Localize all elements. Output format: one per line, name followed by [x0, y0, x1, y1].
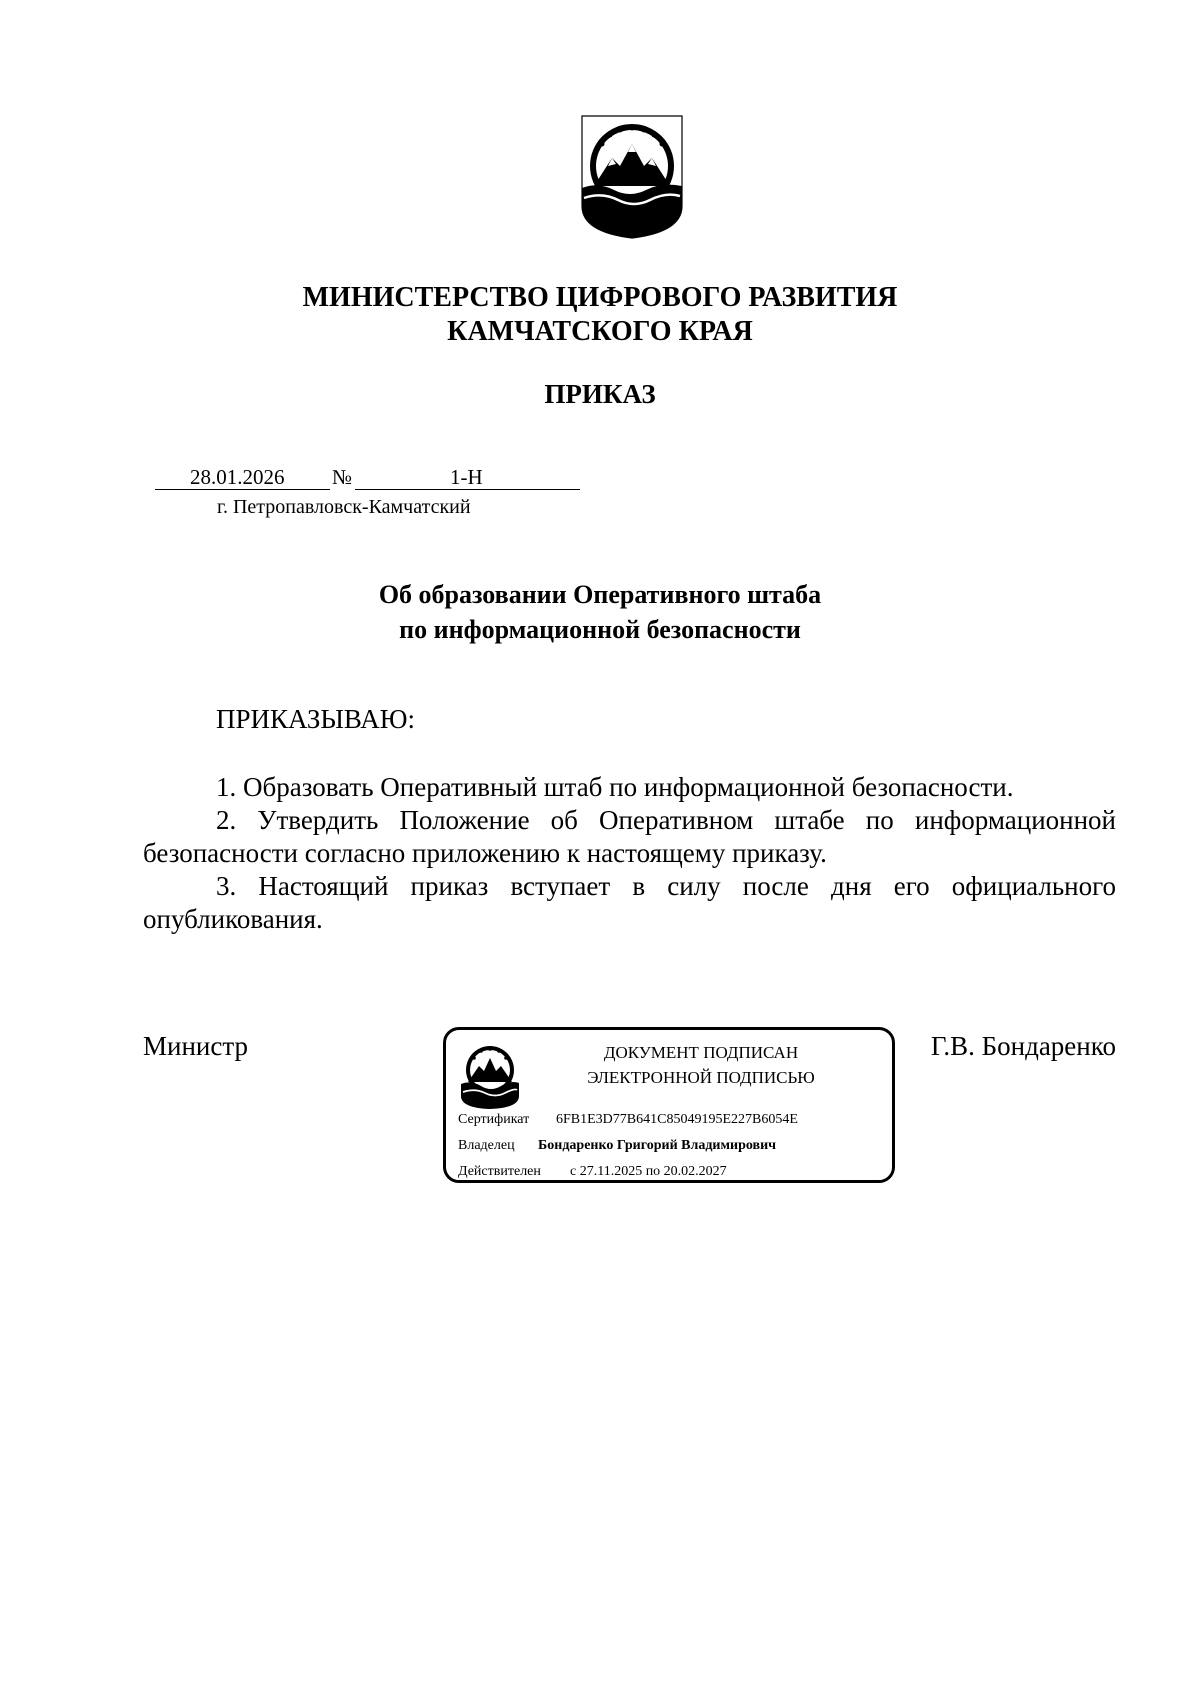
signer-name: Г.В. Бондаренко	[930, 1031, 1116, 1061]
stamp-owner-label: Владелец	[458, 1138, 515, 1153]
order-item-1: 1. Образовать Оперативный штаб по информационной безопасности.	[216, 772, 1014, 802]
order-word: ПРИКАЗЫВАЮ:	[216, 704, 415, 734]
stamp-title	[541, 1040, 861, 1090]
electronic-signature-stamp	[443, 1027, 895, 1183]
stamp-cert-label: Сертификат	[458, 1112, 530, 1127]
stamp-owner-row	[458, 1138, 776, 1154]
ministry-name	[0, 281, 1200, 349]
order-date: 28.01.2026	[190, 465, 285, 489]
stamp-title-line-1: ДОКУМЕНТ ПОДПИСАН	[603, 1043, 799, 1062]
stamp-cert-value: 6FB1E3D77B641C85049195E227B6054E	[556, 1112, 798, 1127]
stamp-emblem-icon	[459, 1040, 521, 1110]
subject-line-1: Об образовании Оперативного штаба	[378, 580, 822, 609]
order-subject	[0, 577, 1200, 647]
order-item-2: 2. Утвердить Положение об Оперативном штабе по информационной безопасности согласно приложению к настоящему приказу.	[143, 805, 1116, 868]
stamp-title-line-2: ЭЛЕКТРОННОЙ ПОДПИСЬЮ	[587, 1068, 815, 1087]
signer-position: Министр	[143, 1031, 248, 1061]
number-sign: №	[332, 465, 353, 489]
ministry-line-2: КАМЧАТСКОГО КРАЯ	[447, 316, 753, 347]
kamchatka-coat-of-arms-icon	[580, 114, 684, 240]
stamp-valid-value: с 27.11.2025 по 20.02.2027	[570, 1164, 727, 1179]
date-number-row	[155, 462, 580, 490]
stamp-valid-label: Действителен	[458, 1164, 541, 1179]
stamp-valid-row	[458, 1164, 727, 1180]
stamp-owner-value: Бондаренко Григорий Владимирович	[538, 1138, 777, 1153]
document-type: ПРИКАЗ	[544, 379, 656, 409]
order-items	[143, 771, 1116, 936]
ministry-line-1: МИНИСТЕРСТВО ЦИФРОВОГО РАЗВИТИЯ	[302, 282, 898, 313]
stamp-cert-row	[458, 1112, 798, 1128]
order-item-3: 3. Настоящий приказ вступает в силу после дня его официального опубликования.	[143, 871, 1116, 934]
subject-line-2: по информационной безопасности	[399, 615, 801, 644]
city: г. Петропавловск-Камчатский	[217, 496, 471, 518]
order-number: 1-Н	[450, 465, 483, 489]
